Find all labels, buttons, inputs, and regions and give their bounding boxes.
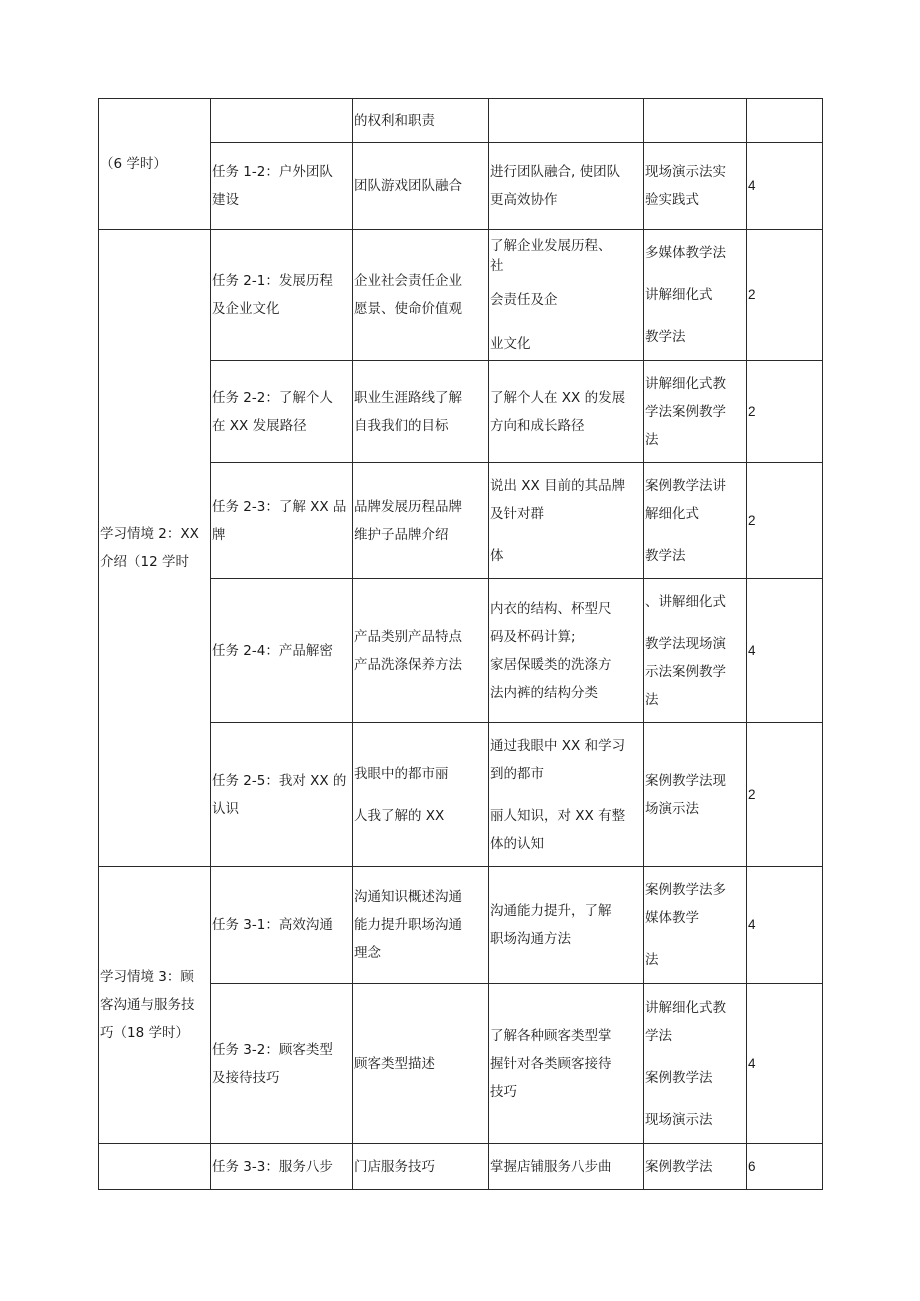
task-text: 牌 [212, 526, 226, 543]
task-cell [211, 361, 353, 463]
task-text: 任务 2-5：我对 XX 的 [212, 772, 347, 789]
method-text: 验实践式 [645, 192, 699, 208]
content-text: 维护子品牌介绍 [354, 526, 449, 543]
goal-text: 说出 XX 目前的其品牌 [490, 477, 626, 494]
method-cell [644, 361, 747, 463]
method-cell [644, 230, 747, 361]
method-text: 解细化式 [645, 505, 699, 522]
goal-cell [489, 984, 644, 1144]
goal-text: 法内裤的结构分类 [490, 684, 598, 701]
goal-text: 握针对各类顾客接待 [490, 1055, 612, 1072]
goal-text: 家居保暖类的洗涤方 [490, 656, 612, 673]
situation-cell [99, 867, 211, 1144]
goal-text: 了解企业发展历程、 [490, 238, 612, 254]
task-text: 及企业文化 [212, 301, 280, 317]
method-cell [644, 463, 747, 579]
goal-text: 内衣的结构、杯型尺 [490, 600, 612, 617]
task-text: 任务 3-1：高效沟通 [212, 917, 333, 933]
content-cell [353, 463, 489, 579]
task-cell [211, 579, 353, 723]
content-text: 人我了解的 XX [354, 807, 445, 824]
goal-text: 沟通能力提升，了解 [490, 903, 612, 919]
content-text: 理念 [354, 945, 381, 961]
goal-text: 掌握店铺服务八步曲 [490, 1158, 612, 1175]
method-cell [644, 723, 747, 867]
hours-cell: 2 [747, 463, 823, 579]
table-row [99, 1144, 823, 1190]
goal-text: 会责任及企 [490, 292, 558, 308]
method-cell [644, 143, 747, 230]
task-cell [211, 867, 353, 984]
method-text: 媒体教学 [645, 910, 699, 926]
goal-cell [489, 1144, 644, 1190]
situation-cell [99, 230, 211, 867]
method-text: 案例教学法现 [645, 772, 726, 789]
situation-text: 学习情境 2：XX [100, 526, 199, 542]
hours-cell: 4 [747, 143, 823, 230]
method-cell [644, 1144, 747, 1190]
content-text: 团队游戏团队融合 [354, 178, 462, 194]
content-text: 门店服务技巧 [354, 1158, 435, 1175]
goal-text: 方向和成长路径 [490, 417, 585, 434]
task-text: 任务 2-2：了解个人 [212, 389, 333, 406]
situation-cell [99, 1144, 211, 1190]
task-cell [211, 1144, 353, 1190]
content-text: 自我我们的目标 [354, 417, 449, 434]
method-text: 讲解细化式 [645, 287, 713, 303]
method-text: 法 [645, 691, 659, 708]
goal-cell [489, 867, 644, 984]
goal-text: 进行团队融合, 使团队 [490, 164, 621, 180]
situation-text: 介绍（12 学时 [100, 554, 189, 570]
hours-cell: 4 [747, 867, 823, 984]
content-text: 顾客类型描述 [354, 1055, 435, 1072]
task-text: 任务 1-2：户外团队 [212, 164, 333, 180]
goal-cell [489, 579, 644, 723]
goal-text: 更高效协作 [490, 192, 558, 208]
method-cell [644, 579, 747, 723]
method-text: 案例教学法多 [645, 882, 726, 898]
goal-text: 及针对群 [490, 505, 544, 522]
content-text: 职业生涯路线了解 [354, 389, 462, 406]
task-text: 任务 2-3：了解 XX 品 [212, 498, 347, 515]
method-text: 多媒体教学法 [645, 245, 726, 261]
task-text: 任务 2-4：产品解密 [212, 642, 333, 659]
goal-cell [489, 723, 644, 867]
goal-text: 了解各种顾客类型掌 [490, 1027, 612, 1044]
content-text: 我眼中的都市丽 [354, 765, 449, 782]
task-text: 任务 2-1：发展历程 [212, 273, 333, 289]
goal-cell [489, 463, 644, 579]
task-text: 及接待技巧 [212, 1069, 280, 1086]
method-text: 案例教学法讲 [645, 477, 726, 494]
goal-text: 丽人知识，对 XX 有整 [490, 807, 626, 824]
hours-cell: 2 [747, 230, 823, 361]
situation-text: 巧（18 学时） [100, 1025, 189, 1041]
content-cell [353, 361, 489, 463]
hours-cell: 6 [747, 1144, 823, 1190]
hours-cell: 4 [747, 984, 823, 1144]
method-text: 学法案例教学 [645, 403, 726, 420]
goal-cell [489, 99, 644, 143]
situation-cell [99, 99, 211, 230]
goal-cell [489, 143, 644, 230]
goal-text: 体 [490, 547, 504, 564]
goal-text: 了解个人在 XX 的发展 [490, 389, 626, 406]
task-cell [211, 230, 353, 361]
method-text: 现场演示法实 [645, 164, 726, 180]
content-text: 产品类别产品特点 [354, 628, 462, 645]
hours-cell: 2 [747, 361, 823, 463]
method-text: 法 [645, 952, 659, 968]
method-cell [644, 984, 747, 1144]
content-cell [353, 579, 489, 723]
situation-text: （6 学时） [100, 156, 167, 172]
content-text: 能力提升职场沟通 [354, 917, 462, 933]
content-cell [353, 723, 489, 867]
method-text: 法 [645, 431, 659, 448]
content-cell [353, 1144, 489, 1190]
goal-cell [489, 230, 644, 361]
content-cell [353, 143, 489, 230]
goal-text: 码及杯码计算; [490, 628, 576, 645]
task-text: 任务 3-2：顾客类型 [212, 1041, 333, 1058]
content-text: 品牌发展历程品牌 [354, 498, 462, 515]
method-text: 现场演示法 [645, 1111, 713, 1128]
method-text: 学法 [645, 1027, 672, 1044]
task-cell [211, 143, 353, 230]
table-row [99, 99, 823, 143]
task-text: 在 XX 发展路径 [212, 417, 307, 434]
method-text: 讲解细化式教 [645, 375, 726, 392]
situation-text: 学习情境 3：顾 [100, 969, 194, 985]
method-text: 案例教学法 [645, 1158, 713, 1175]
goal-text: 技巧 [490, 1083, 517, 1100]
task-text: 任务 3-3：服务八步 [212, 1158, 333, 1175]
content-cell [353, 867, 489, 984]
content-cell [353, 230, 489, 361]
method-cell [644, 867, 747, 984]
task-cell [211, 99, 353, 143]
method-text: 案例教学法 [645, 1069, 713, 1086]
content-cell [353, 99, 489, 143]
method-text: 教学法现场演 [645, 635, 726, 652]
hours-cell: 2 [747, 723, 823, 867]
situation-text: 客沟通与服务技 [100, 997, 195, 1013]
goal-cell [489, 361, 644, 463]
curriculum-table [98, 98, 823, 1190]
task-cell [211, 463, 353, 579]
content-text: 的权利和职责 [354, 112, 435, 129]
table-row [99, 867, 823, 984]
task-cell [211, 984, 353, 1144]
goal-text: 业文化 [490, 336, 531, 352]
content-text: 愿景、使命价值观 [354, 301, 462, 317]
task-text: 建设 [212, 192, 239, 208]
content-text: 产品洗涤保养方法 [354, 656, 462, 673]
method-text: 教学法 [645, 547, 686, 564]
goal-text: 体的认知 [490, 835, 544, 852]
task-text: 认识 [212, 800, 239, 817]
hours-cell: 4 [747, 579, 823, 723]
task-cell [211, 723, 353, 867]
content-cell [353, 984, 489, 1144]
hours-cell [747, 99, 823, 143]
method-text: 讲解细化式教 [645, 999, 726, 1016]
goal-text: 到的都市 [490, 765, 544, 782]
method-cell [644, 99, 747, 143]
goal-text: 职场沟通方法 [490, 931, 571, 947]
table-row [99, 230, 823, 361]
method-text: 教学法 [645, 329, 686, 345]
method-text: 示法案例教学 [645, 663, 726, 680]
method-text: 、讲解细化式 [645, 593, 726, 610]
goal-text: 社 [490, 258, 504, 274]
method-text: 场演示法 [645, 800, 699, 817]
goal-text: 通过我眼中 XX 和学习 [490, 737, 626, 754]
content-text: 沟通知识概述沟通 [354, 889, 462, 905]
content-text: 企业社会责任企业 [354, 273, 462, 289]
